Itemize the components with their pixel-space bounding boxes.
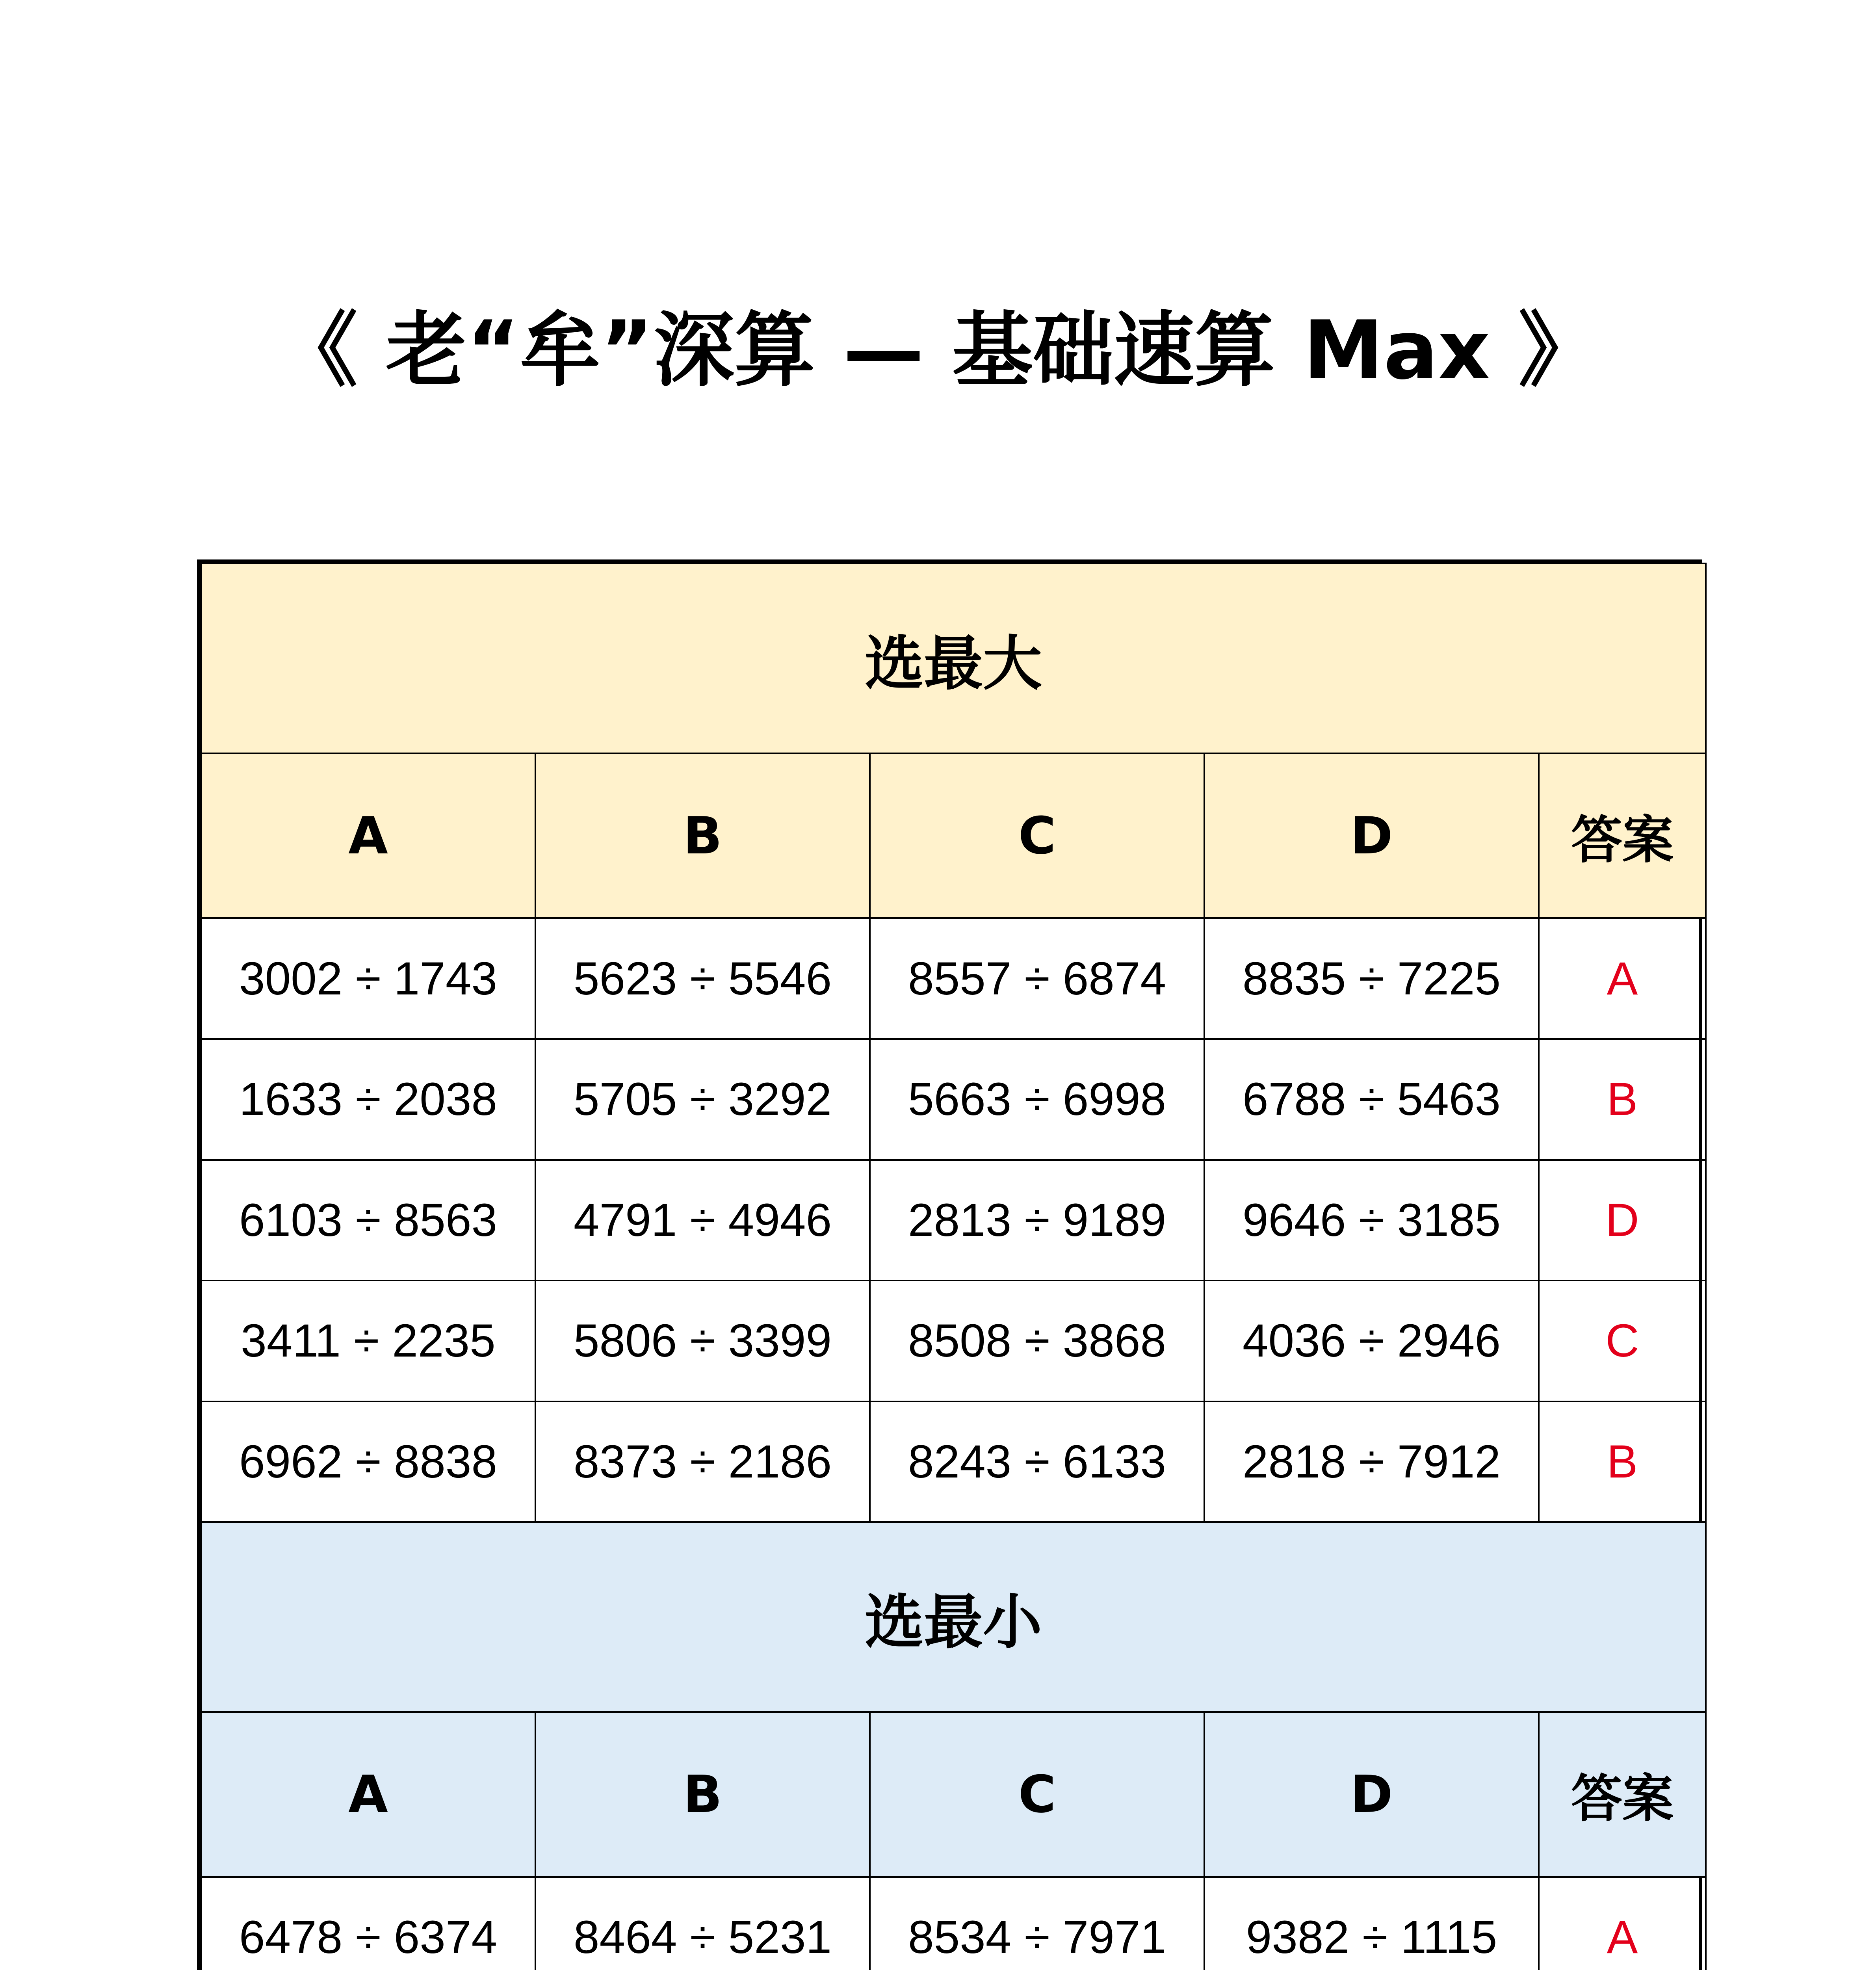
option-d-cell: 8835 ÷ 7225 [1204,918,1539,1039]
option-a-cell: 3411 ÷ 2235 [201,1280,535,1401]
option-d-cell: 9382 ÷ 1115 [1204,1877,1539,1970]
option-c-cell: 2813 ÷ 9189 [870,1160,1204,1281]
page-title: 《 老“牟”深算 — 基础速算 Max 》 [277,304,1599,398]
section-title: 选最小 [201,1522,1706,1712]
column-header-a: A [201,1712,535,1877]
table-row [201,1877,1706,1970]
answer-cell: B [1539,1401,1706,1522]
column-header-b: B [535,1712,870,1877]
column-header-answer: 答案 [1539,753,1706,918]
option-b-cell: 5806 ÷ 3399 [535,1280,870,1401]
option-a-cell: 6962 ÷ 8838 [201,1401,535,1522]
option-d-cell: 4036 ÷ 2946 [1204,1280,1539,1401]
column-header-d: D [1204,1712,1539,1877]
table-row [201,1280,1706,1401]
table-row [201,1039,1706,1160]
option-b-cell: 8373 ÷ 2186 [535,1401,870,1522]
option-c-cell: 8243 ÷ 6133 [870,1401,1204,1522]
column-header-a: A [201,753,535,918]
answer-cell: D [1539,1160,1706,1281]
worksheet-table [200,563,1707,1970]
option-b-cell: 4791 ÷ 4946 [535,1160,870,1281]
table-row [201,1160,1706,1281]
answer-cell: B [1539,1039,1706,1160]
option-d-cell: 6788 ÷ 5463 [1204,1039,1539,1160]
answer-cell: C [1539,1280,1706,1401]
option-a-cell: 1633 ÷ 2038 [201,1039,535,1160]
answer-cell: A [1539,1877,1706,1970]
column-header-d: D [1204,753,1539,918]
option-c-cell: 8508 ÷ 3868 [870,1280,1204,1401]
worksheet [197,559,1702,1970]
option-a-cell: 6103 ÷ 8563 [201,1160,535,1281]
column-header-c: C [870,1712,1204,1877]
section-max-title-row [201,563,1706,753]
section-min-column-headers [201,1712,1706,1877]
option-c-cell: 8534 ÷ 7971 [870,1877,1204,1970]
column-header-answer: 答案 [1539,1712,1706,1877]
option-c-cell: 5663 ÷ 6998 [870,1039,1204,1160]
answer-cell: A [1539,918,1706,1039]
section-min-title-row [201,1522,1706,1712]
option-a-cell: 3002 ÷ 1743 [201,918,535,1039]
column-header-b: B [535,753,870,918]
column-header-c: C [870,753,1204,918]
option-b-cell: 5705 ÷ 3292 [535,1039,870,1160]
section-title: 选最大 [201,563,1706,753]
option-b-cell: 8464 ÷ 5231 [535,1877,870,1970]
option-d-cell: 9646 ÷ 3185 [1204,1160,1539,1281]
option-d-cell: 2818 ÷ 7912 [1204,1401,1539,1522]
option-b-cell: 5623 ÷ 5546 [535,918,870,1039]
section-max-column-headers [201,753,1706,918]
option-c-cell: 8557 ÷ 6874 [870,918,1204,1039]
table-row [201,1401,1706,1522]
table-row [201,918,1706,1039]
option-a-cell: 6478 ÷ 6374 [201,1877,535,1970]
